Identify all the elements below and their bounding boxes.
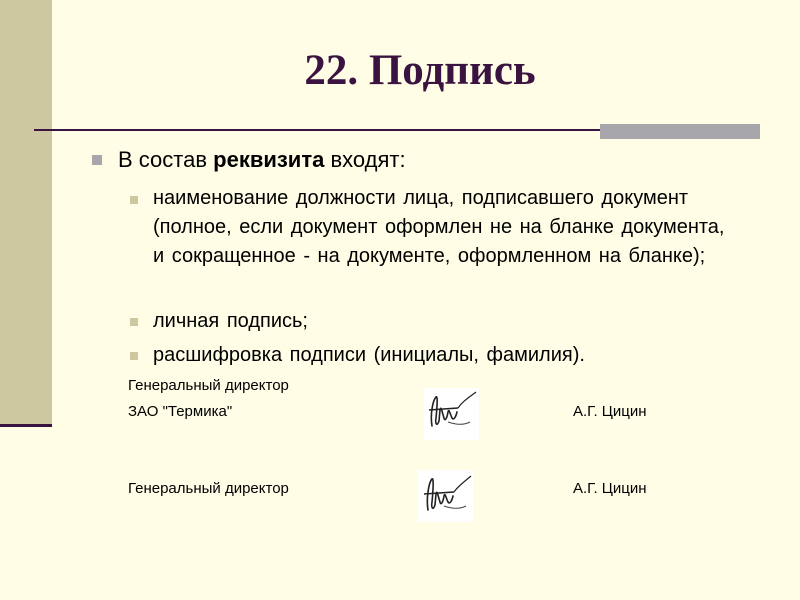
sub-bullet-3: расшифровка подписи (инициалы, фамилия). [153, 344, 585, 366]
signature-image [424, 388, 479, 440]
example1-position: Генеральный директор [128, 377, 289, 394]
sub-bullet-2: личная подпись; [153, 310, 308, 332]
bullet-square-icon [92, 155, 102, 165]
sub-bullet-icon [130, 352, 138, 360]
example1-organization: ЗАО "Термика" [128, 403, 233, 420]
sub-bullet-icon [130, 196, 138, 204]
main-bullet-prefix: В состав [118, 147, 214, 172]
signature-icon [418, 470, 473, 522]
signature-image [418, 470, 473, 522]
signature-icon [424, 388, 479, 440]
example1-signatory-name: А.Г. Цицин [573, 403, 647, 420]
sub-bullet-1: наименование должности лица, подписавшего документ (полное, если документ оформлен не на бланке документа, и сокращенное - на документе, оформленном на бланке); [153, 187, 725, 267]
slide-title: 22. Подпись [304, 47, 536, 94]
example2-signatory-name: А.Г. Цицин [573, 480, 647, 497]
main-bullet-bold: реквизита [213, 147, 325, 172]
example2-position: Генеральный директор [128, 480, 289, 497]
left-decor-rule [0, 424, 52, 427]
sub-bullet-icon [130, 318, 138, 326]
main-bullet-suffix: входят: [324, 147, 406, 172]
title-underline-accent [600, 124, 760, 139]
main-bullet-text [118, 147, 406, 173]
